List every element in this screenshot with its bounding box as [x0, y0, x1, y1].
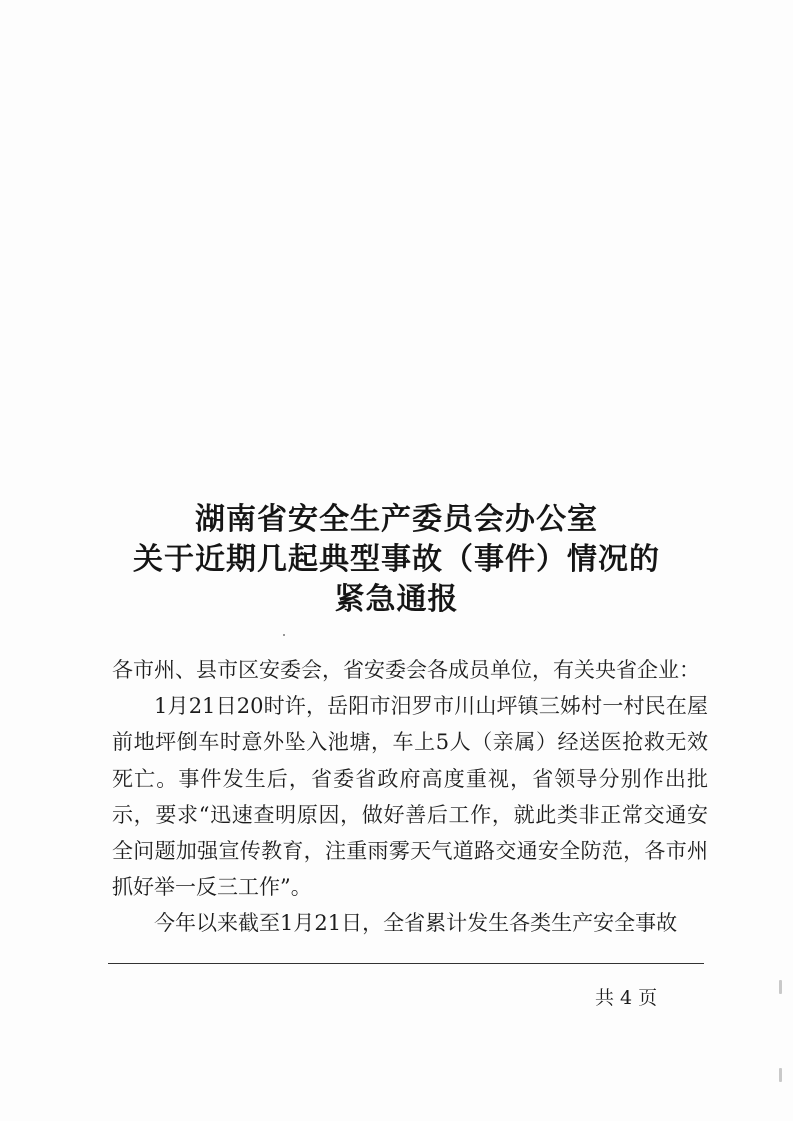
document-body: [112, 652, 708, 942]
body-paragraph-2: 今年以来截至1月21日，全省累计发生各类生产安全事故: [154, 911, 678, 936]
document-title: [0, 500, 793, 620]
footer-divider: [108, 963, 704, 964]
scan-edge-mark: [779, 1068, 782, 1082]
stray-dot: [283, 634, 285, 636]
scan-edge-mark: [779, 980, 782, 994]
page-count: 共 4 页: [595, 987, 658, 1009]
title-line-1: 湖南省安全生产委员会办公室: [195, 502, 598, 537]
title-line-2: 关于近期几起典型事故（事件）情况的: [133, 542, 660, 577]
title-line-3: 紧急通报: [334, 582, 459, 617]
salutation: 各市州、县市区安委会，省安委会各成员单位，有关央省企业：: [112, 658, 700, 682]
body-paragraph-1: 1月21日20时许，岳阳市汨罗市川山坪镇三姊村一村民在屋前地坪倒车时意外坠入池塘，车上5人（亲属）经送医抢救无效死亡。事件发生后，省委省政府高度重视，省领导分别作出批示，要求“迅速查明原因，做好善后工作，就此类非正常交通安全问题加强宣传教育，注重雨雾天气道路交通安全防范，各市州抓好举一反三工作”。: [112, 694, 708, 900]
